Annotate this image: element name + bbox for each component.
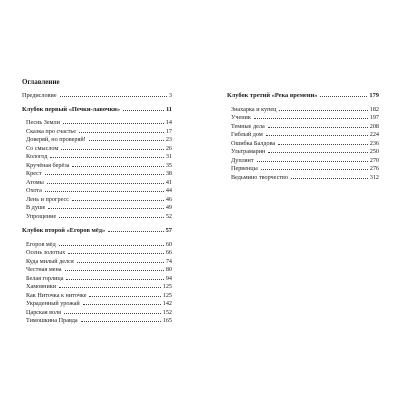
- toc-entry-label: Песнь Земли: [26, 119, 60, 126]
- toc-entry-label: Честная мена: [26, 266, 62, 273]
- toc-entry[interactable]: [22, 241, 172, 250]
- dot-leader: [59, 217, 164, 218]
- toc-entry[interactable]: [22, 300, 172, 309]
- toc-entry-label: Ведьмино творчество: [231, 173, 288, 181]
- dot-leader: [68, 253, 164, 254]
- dot-leader: [45, 191, 164, 192]
- toc-entry[interactable]: [227, 131, 379, 140]
- toc-entry-label: Лень и прогресс: [26, 195, 69, 203]
- dot-leader: [268, 127, 368, 128]
- toc-entry-page: 208: [369, 122, 379, 130]
- toc-entry-page: 125: [162, 283, 172, 290]
- toc-entry-page: 276: [369, 165, 379, 172]
- toc-entry-page: 125: [162, 291, 172, 299]
- toc-entry[interactable]: [22, 266, 172, 275]
- toc-entry-page: 31: [165, 153, 172, 160]
- toc-entry-label: Сказка про счастье: [26, 127, 76, 135]
- toc-title: Оглавление: [22, 78, 60, 86]
- dot-leader: [278, 144, 368, 145]
- toc-entry[interactable]: [227, 123, 379, 132]
- toc-entry[interactable]: [22, 249, 172, 258]
- toc-entry-label: Атомы: [26, 178, 44, 186]
- toc-section-2: [22, 227, 172, 326]
- toc-entry-label: Кручёная берёза: [26, 161, 70, 169]
- toc-right-column: [227, 78, 379, 188]
- toc-left-column: [22, 78, 172, 332]
- dot-leader: [254, 118, 368, 119]
- dot-leader: [66, 279, 163, 280]
- toc-entry-label: Первенцы: [231, 165, 258, 172]
- toc-entry-page: 17: [165, 127, 172, 135]
- toc-entry-page: 60: [165, 240, 172, 248]
- toc-entry-page: 35: [165, 161, 172, 169]
- toc-entry-label: Хамовники: [26, 283, 57, 290]
- toc-entry-label: Царская воля: [26, 308, 61, 316]
- toc-entry-label: Белая горлица: [26, 274, 64, 282]
- toc-entry[interactable]: [22, 317, 172, 326]
- toc-section-heading[interactable]: [22, 106, 172, 115]
- toc-entry-label: Ученик: [231, 114, 251, 121]
- dot-leader: [48, 208, 163, 209]
- toc-entry[interactable]: [227, 114, 379, 123]
- toc-entry[interactable]: [22, 145, 172, 154]
- toc-entry-page: 44: [165, 187, 172, 194]
- dot-leader: [77, 262, 164, 263]
- toc-section-heading[interactable]: [227, 92, 379, 101]
- toc-entry-intro[interactable]: [22, 92, 172, 101]
- toc-entry-label: Охота: [26, 187, 42, 194]
- toc-entry-page: 38: [165, 170, 172, 177]
- toc-entry-page: 52: [165, 212, 172, 220]
- toc-entry-label: Крест: [26, 170, 42, 177]
- toc-entry-page: 49: [165, 204, 172, 211]
- toc-section-1: [22, 106, 172, 222]
- toc-entry-page: 14: [165, 119, 172, 126]
- dot-leader: [47, 183, 164, 184]
- toc-entry-page: 41: [165, 178, 172, 186]
- toc-entry-page: 312: [369, 173, 379, 181]
- toc-entry[interactable]: [22, 213, 172, 222]
- toc-entry[interactable]: [22, 283, 172, 292]
- toc-entry-page: 142: [162, 300, 172, 307]
- toc-entry-page: 197: [369, 114, 379, 121]
- toc-entry-page: 152: [162, 308, 172, 316]
- toc-entry[interactable]: [22, 170, 172, 179]
- toc-entry[interactable]: [227, 157, 379, 166]
- toc-entry[interactable]: [22, 275, 172, 284]
- dot-leader: [320, 96, 367, 97]
- toc-entry-label: Доверяй, но проверяй!: [26, 136, 86, 143]
- toc-entry-page: 26: [165, 144, 172, 152]
- dot-leader: [279, 110, 367, 111]
- dot-leader: [89, 296, 160, 297]
- dot-leader: [108, 231, 163, 232]
- toc-entry-page: 236: [369, 139, 379, 147]
- dot-leader: [257, 161, 368, 162]
- dot-leader: [50, 157, 163, 158]
- dot-leader: [266, 135, 368, 136]
- toc-entry[interactable]: [22, 196, 172, 205]
- dot-leader: [268, 152, 367, 153]
- toc-entry-label: Кологод: [26, 153, 48, 160]
- toc-entry-label: Предисловие: [22, 92, 57, 99]
- dot-leader: [291, 178, 368, 179]
- toc-entry-page: 46: [165, 195, 172, 203]
- toc-entry[interactable]: [22, 162, 172, 171]
- dot-leader: [60, 96, 167, 97]
- toc-section-page: 179: [369, 92, 379, 99]
- toc-section-title: Клубок третий «Река времени»: [227, 92, 318, 99]
- dot-leader: [61, 149, 164, 150]
- toc-entry[interactable]: [22, 179, 172, 188]
- toc-entry-label: Осень золотых: [26, 249, 66, 256]
- toc-section-title: Клубок второй «Егоров мёд»: [22, 227, 106, 234]
- toc-entry-page: 270: [369, 156, 379, 164]
- toc-entry[interactable]: [22, 136, 172, 145]
- toc-entry-label: Дуплянт: [231, 156, 254, 164]
- toc-entry-page: 224: [369, 131, 379, 138]
- toc-entry-label: Упрощение: [26, 212, 57, 220]
- toc-section-3: [227, 92, 379, 182]
- toc-section-page: 57: [165, 227, 172, 234]
- dot-leader: [83, 304, 161, 305]
- toc-section-page: 11: [165, 105, 172, 113]
- dot-leader: [79, 132, 164, 133]
- toc-entry[interactable]: [227, 106, 379, 115]
- toc-entry[interactable]: [22, 153, 172, 162]
- toc-entry-label: Куда милый делся: [26, 257, 74, 265]
- dot-leader: [65, 270, 164, 271]
- toc-entry-page: 250: [369, 148, 379, 155]
- dot-leader: [64, 313, 161, 314]
- toc-entry-label: Гиблый дом: [231, 131, 263, 138]
- toc-entry-page: 66: [165, 249, 172, 256]
- toc-entry[interactable]: [22, 187, 172, 196]
- toc-entry-page: 80: [165, 266, 172, 273]
- toc-entry-label: Знахарка и купец: [231, 105, 277, 113]
- toc-entry[interactable]: [22, 128, 172, 137]
- dot-leader: [89, 140, 164, 141]
- toc-entry-page: 74: [165, 257, 172, 265]
- toc-entry-label: Ошибка Балдова: [231, 139, 276, 147]
- toc-entry-label: Как Ниточка к ниточке: [26, 291, 87, 299]
- toc-entry-page: 94: [165, 274, 172, 282]
- toc-entry[interactable]: [22, 309, 172, 318]
- dot-leader: [261, 169, 368, 170]
- toc-entry-label: Со смыслом: [26, 144, 59, 152]
- dot-leader: [72, 200, 164, 201]
- toc-entry-page: 3: [168, 92, 172, 99]
- toc-entry[interactable]: [22, 119, 172, 128]
- toc-entry-label: Темные дела: [231, 122, 265, 130]
- dot-leader: [81, 321, 161, 322]
- toc-entry-label: Ультрамарин: [231, 148, 266, 155]
- toc-entry[interactable]: [22, 258, 172, 267]
- dot-leader: [59, 287, 161, 288]
- toc-entry[interactable]: [22, 204, 172, 213]
- dot-leader: [63, 123, 164, 124]
- toc-entry[interactable]: [22, 292, 172, 301]
- toc-section-heading[interactable]: [22, 227, 172, 236]
- toc-entry-label: Украденный урожай: [26, 300, 80, 307]
- dot-leader: [72, 166, 163, 167]
- toc-entry-label: Тимошкина Правда: [26, 317, 78, 324]
- toc-entry-page: 182: [369, 105, 379, 113]
- toc-entry-page: 165: [162, 317, 172, 324]
- dot-leader: [45, 174, 164, 175]
- toc-entry[interactable]: [227, 165, 379, 174]
- toc-entry-label: В душе: [26, 204, 46, 211]
- toc-entry-page: 23: [165, 136, 172, 143]
- dot-leader: [123, 110, 164, 111]
- dot-leader: [59, 245, 164, 246]
- toc-entry[interactable]: [227, 174, 379, 183]
- toc-entry[interactable]: [227, 148, 379, 157]
- toc-section-title: Клубок первый «Печки-лавочки»: [22, 105, 121, 113]
- toc-entry-label: Егоров мёд: [26, 240, 56, 248]
- toc-entry[interactable]: [227, 140, 379, 149]
